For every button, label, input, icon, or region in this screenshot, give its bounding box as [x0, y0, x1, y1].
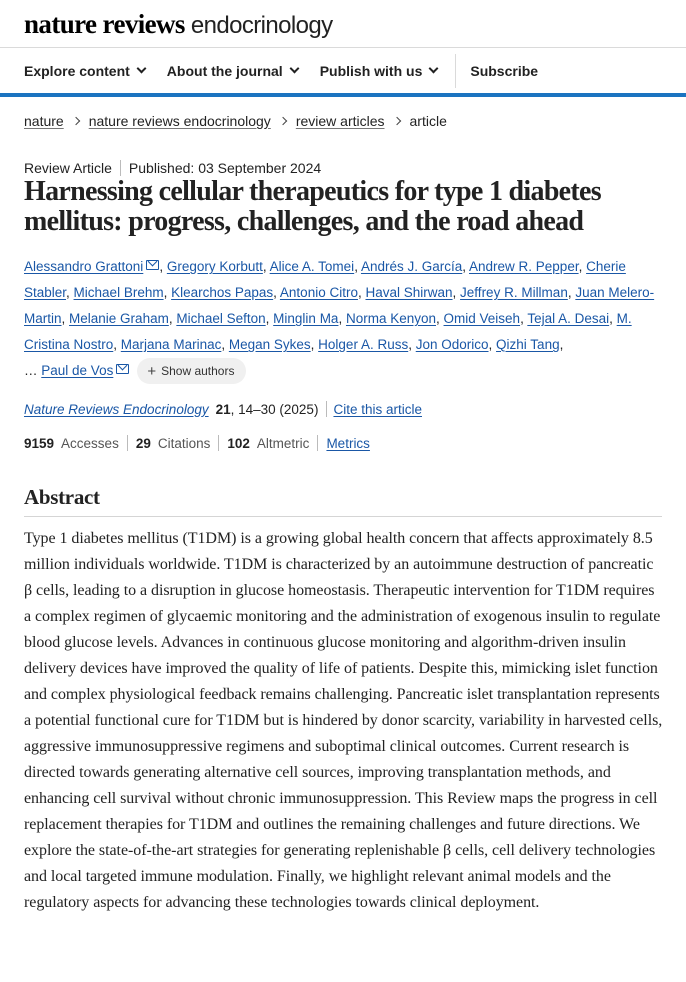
- altmetric-label: Altmetric: [256, 435, 310, 451]
- author-link[interactable]: Alessandro Grattoni: [24, 259, 144, 274]
- author-link[interactable]: Michael Brehm: [73, 285, 164, 300]
- show-authors-button[interactable]: [137, 358, 246, 384]
- metrics-divider: [218, 435, 219, 451]
- author-link[interactable]: Marjana Marinac: [120, 337, 222, 352]
- article-meta: [24, 160, 321, 176]
- abstract-divider: [24, 516, 662, 517]
- author-link-last[interactable]: Paul de Vos: [41, 363, 114, 378]
- breadcrumb: [24, 113, 447, 129]
- author-link[interactable]: Gregory Korbutt: [166, 259, 263, 274]
- author-link[interactable]: Haval Shirwan: [365, 285, 453, 300]
- subscribe-button[interactable]: Subscribe: [470, 62, 539, 79]
- chevron-right-icon: [71, 117, 79, 125]
- journal-citation: [24, 401, 422, 417]
- author-ellipsis: …: [24, 363, 38, 378]
- journal-divider: [326, 401, 327, 417]
- author-link[interactable]: Melanie Graham: [69, 311, 169, 326]
- logo-endocrinology: endocrinology: [190, 12, 333, 39]
- author-link[interactable]: Jeffrey R. Millman: [460, 285, 568, 300]
- meta-divider: [120, 160, 121, 176]
- author-link[interactable]: M. Cristina Nostro: [24, 311, 632, 352]
- author-link[interactable]: Tejal A. Desai: [527, 311, 610, 326]
- article-title: Harnessing cellular therapeutics for type 1 diabetes mellitus: progress, challenges, and the road ahead: [24, 176, 601, 237]
- chevron-right-icon: [279, 117, 287, 125]
- logo-nature-reviews: nature reviews: [24, 9, 185, 39]
- metrics-divider: [127, 435, 128, 451]
- nav-publish-label: Publish with us: [319, 62, 423, 79]
- breadcrumb-nature[interactable]: nature: [24, 113, 64, 129]
- metrics-divider: [317, 435, 318, 451]
- author-link[interactable]: Omid Veiseh: [443, 311, 521, 326]
- article-type: Review Article: [24, 160, 112, 176]
- accesses-label: Accesses: [61, 435, 119, 451]
- breadcrumb-current: article: [409, 113, 447, 129]
- nav-about-the-journal[interactable]: [145, 48, 298, 93]
- metrics-link[interactable]: Metrics: [326, 435, 370, 451]
- chevron-right-icon: [392, 117, 400, 125]
- author-link[interactable]: Juan Melero-Martin: [24, 285, 655, 326]
- author-link[interactable]: Jon Odorico: [415, 337, 489, 352]
- accesses-count: 9159: [24, 435, 55, 451]
- breadcrumb-journal[interactable]: nature reviews endocrinology: [88, 113, 271, 129]
- abstract-heading: Abstract: [24, 485, 100, 509]
- journal-name-link[interactable]: Nature Reviews Endocrinology: [24, 401, 209, 417]
- author-link[interactable]: Klearchos Papas: [171, 285, 274, 300]
- altmetric-count: 102: [227, 435, 250, 451]
- author-link[interactable]: Andrew R. Pepper: [469, 259, 579, 274]
- author-link[interactable]: Cherie Stabler: [24, 259, 626, 300]
- chevron-down-icon: [429, 64, 439, 74]
- author-link[interactable]: Qizhi Tang: [496, 337, 560, 352]
- plus-icon: +: [147, 362, 157, 380]
- cite-this-article-link[interactable]: Cite this article: [333, 401, 422, 417]
- author-list: Alessandro Grattoni , Gregory Korbutt, Alice A. Tomei, Andrés J. García, Andrew R. Pepper, Cherie Stabler, Michael Brehm, Klearchos Papas, Antonio Citro, Haval Shirwan, Jeffrey R. Millman, Juan Melero-Martin, Melanie Graham, Michael Sefton, Minglin Ma, Norma Kenyon, Omid Veiseh, Tejal A. Desai, M. Cristina Nostro, Marjana Marinac, Megan Sykes, Holger A. Russ, Jon Odorico, Qizhi Tang, … Paul de Vos + Show authors: [24, 254, 664, 384]
- author-link[interactable]: Alice A. Tomei: [269, 259, 355, 274]
- abstract-text: Type 1 diabetes mellitus (T1DM) is a growing global health concern that affects approximately 8.5 million individuals worldwide. T1DM is characterized by an autoimmune destruction of pancreatic β cells, leading to a disruption in glucose homeostasis. Therapeutic intervention for T1DM requires a complex regimen of glycaemic monitoring and the administration of exogenous insulin to regulate blood glucose levels. Advances in continuous glucose monitoring and algorithm-driven insulin delivery devices have improved the quality of life of patients. Despite this, mimicking islet function and complex physiological feedback remains challenging. Pancreatic islet transplantation represents a potential functional cure for T1DM but is hindered by donor scarcity, variability in harvested cells, aggressive immunosuppressive regimens and suboptimal clinical outcomes. Current research is directed towards generating alternative cell sources, improving transplantation methods, and enhancing cell survival without chronic immunosuppression. This Review maps the progress in cell replacement therapies for T1DM and outlines the remaining challenges and future directions. We explore the state-of-the-art strategies for generating replenishable β cells, cell delivery technologies and local targeted immune modulation. Finally, we highlight relevant animal models and the regulatory aspects for advancing these technologies towards clinical deployment.: [24, 530, 663, 911]
- author-link[interactable]: Norma Kenyon: [345, 311, 437, 326]
- article-metrics: [24, 435, 370, 451]
- author-link[interactable]: Andrés J. García: [360, 259, 463, 274]
- nav-about-label: About the journal: [166, 62, 283, 79]
- show-authors-label: Show authors: [161, 364, 235, 379]
- author-link[interactable]: Minglin Ma: [273, 311, 339, 326]
- mail-icon[interactable]: [146, 260, 159, 270]
- author-link[interactable]: Antonio Citro: [279, 285, 358, 300]
- journal-volume: 21: [215, 401, 231, 417]
- author-link[interactable]: Holger A. Russ: [318, 337, 409, 352]
- nav-explore-content-label: Explore content: [24, 62, 130, 79]
- mail-icon[interactable]: [116, 364, 129, 374]
- citations-count: 29: [135, 435, 151, 451]
- breadcrumb-review-articles[interactable]: review articles: [295, 113, 385, 129]
- nav-publish-with-us[interactable]: [298, 48, 438, 93]
- journal-logo[interactable]: [24, 4, 332, 44]
- citations-label: Citations: [157, 435, 211, 451]
- author-link[interactable]: Megan Sykes: [228, 337, 311, 352]
- published-date: Published: 03 September 2024: [128, 160, 322, 176]
- author-link[interactable]: Michael Sefton: [176, 311, 266, 326]
- journal-pages: , 14–30 (2025): [230, 401, 319, 417]
- nav-explore-content[interactable]: [0, 48, 145, 93]
- nav-accent-bar: [0, 93, 686, 97]
- main-nav: [0, 48, 686, 93]
